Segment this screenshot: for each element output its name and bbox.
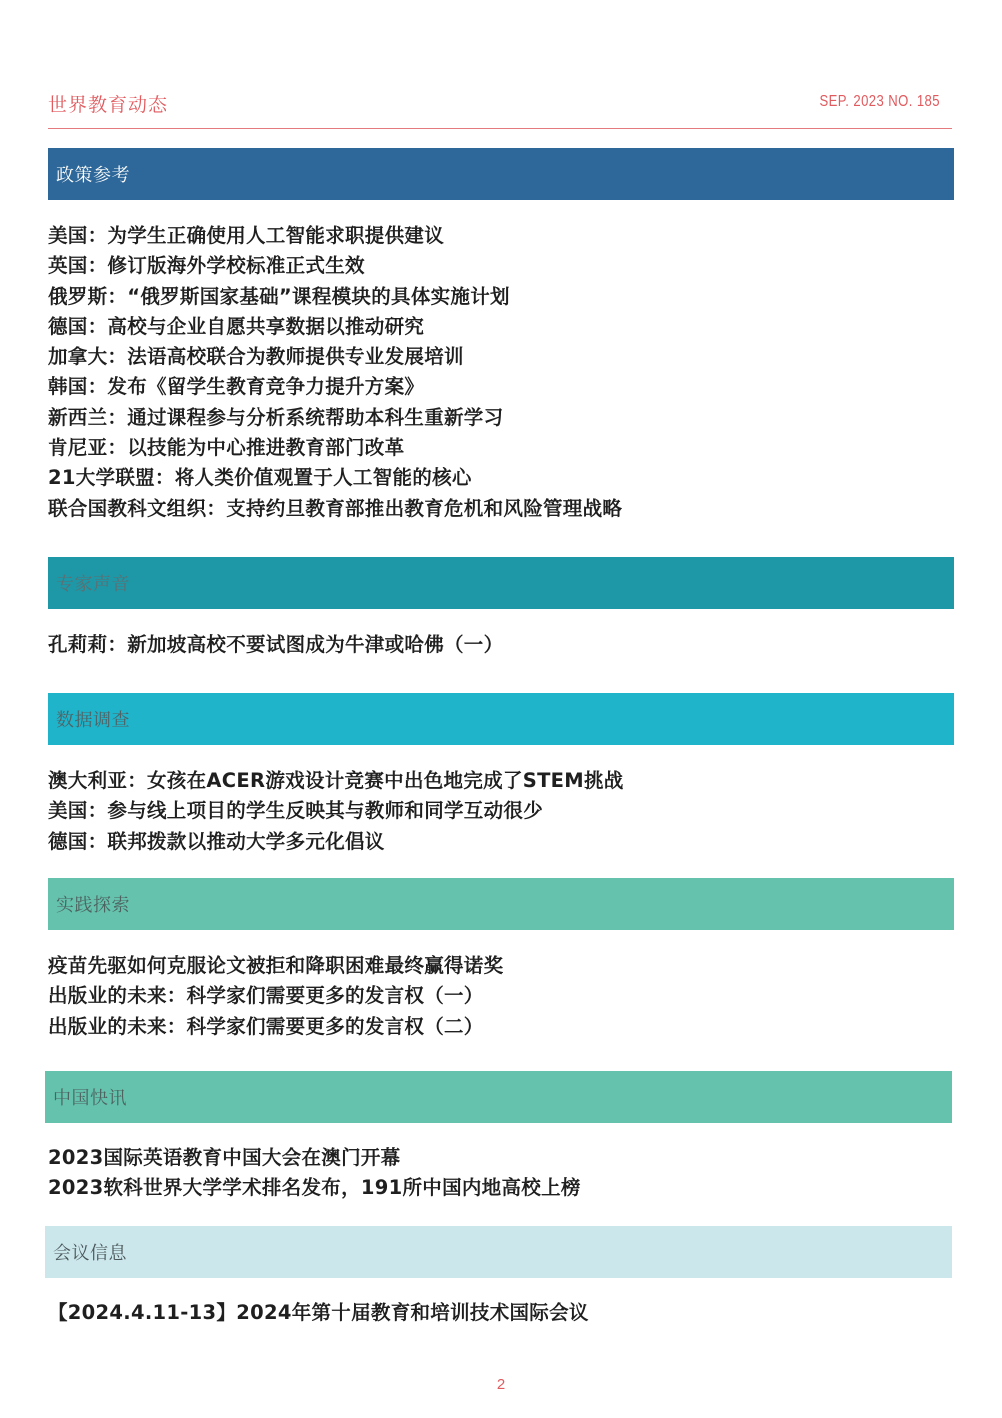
list-item[interactable]: 德国：高校与企业自愿共享数据以推动研究 <box>48 314 425 338</box>
policy-list <box>48 221 622 524</box>
section-header-china <box>45 1071 952 1123</box>
section-title: 数据调查 <box>56 710 130 731</box>
list-item[interactable]: 澳大利亚：女孩在ACER游戏设计竞赛中出色地完成了STEM挑战 <box>48 769 624 792</box>
list-item[interactable]: 美国：为学生正确使用人工智能求职提供建议 <box>48 224 445 247</box>
list-item[interactable]: 俄罗斯：“俄罗斯国家基础”课程模块的具体实施计划 <box>48 284 510 308</box>
list-item[interactable]: 出版业的未来：科学家们需要更多的发言权（一） <box>48 984 484 1008</box>
list-item[interactable]: 21大学联盟：将人类价值观置于人工智能的核心 <box>48 466 472 490</box>
list-item[interactable]: 2023国际英语教育中国大会在澳门开幕 <box>48 1146 401 1169</box>
section-title: 实践探索 <box>56 895 130 916</box>
china-list <box>48 1143 581 1204</box>
section-header-conference <box>45 1226 952 1278</box>
conference-list <box>48 1298 589 1328</box>
expert-list <box>48 630 503 660</box>
list-item[interactable]: 英国：修订版海外学校标准正式生效 <box>48 254 365 278</box>
list-item[interactable]: 联合国教科文组织：支持约旦教育部推出教育危机和风险管理战略 <box>48 496 623 520</box>
list-item[interactable]: 加拿大：法语高校联合为教师提供专业发展培训 <box>48 345 464 369</box>
list-item[interactable]: 2023软科世界大学学术排名发布，191所中国内地高校上榜 <box>48 1176 581 1200</box>
list-item[interactable]: 肯尼亚：以技能为中心推进教育部门改革 <box>48 436 405 460</box>
issue-number: SEP. 2023 NO. 185 <box>819 93 940 110</box>
section-title: 专家声音 <box>56 574 130 595</box>
section-title: 政策参考 <box>56 165 130 186</box>
practice-list <box>48 951 503 1042</box>
section-header-practice <box>48 878 954 930</box>
list-item[interactable]: 孔莉莉：新加坡高校不要试图成为牛津或哈佛（一） <box>48 633 504 656</box>
list-item[interactable]: 疫苗先驱如何克服论文被拒和降职困难最终赢得诺奖 <box>48 954 504 977</box>
section-header-data <box>48 693 954 745</box>
page-number: 2 <box>496 1376 506 1393</box>
publication-title: 世界教育动态 <box>48 94 169 116</box>
list-item[interactable]: 德国：联邦拨款以推动大学多元化倡议 <box>48 829 385 853</box>
list-item[interactable]: 新西兰：通过课程参与分析系统帮助本科生重新学习 <box>48 405 504 429</box>
list-item[interactable]: 出版业的未来：科学家们需要更多的发言权（二） <box>48 1014 484 1038</box>
section-header-policy <box>48 148 954 200</box>
data-list <box>48 766 624 857</box>
list-item[interactable]: 韩国：发布《留学生教育竞争力提升方案》 <box>48 375 425 399</box>
section-title: 会议信息 <box>53 1243 127 1264</box>
list-item[interactable]: 【2024.4.11-13】2024年第十届教育和培训技术国际会议 <box>48 1301 589 1324</box>
header-divider <box>48 128 952 129</box>
section-header-expert <box>48 557 954 609</box>
list-item[interactable]: 美国：参与线上项目的学生反映其与教师和同学互动很少 <box>48 799 544 823</box>
section-title: 中国快讯 <box>53 1088 127 1109</box>
